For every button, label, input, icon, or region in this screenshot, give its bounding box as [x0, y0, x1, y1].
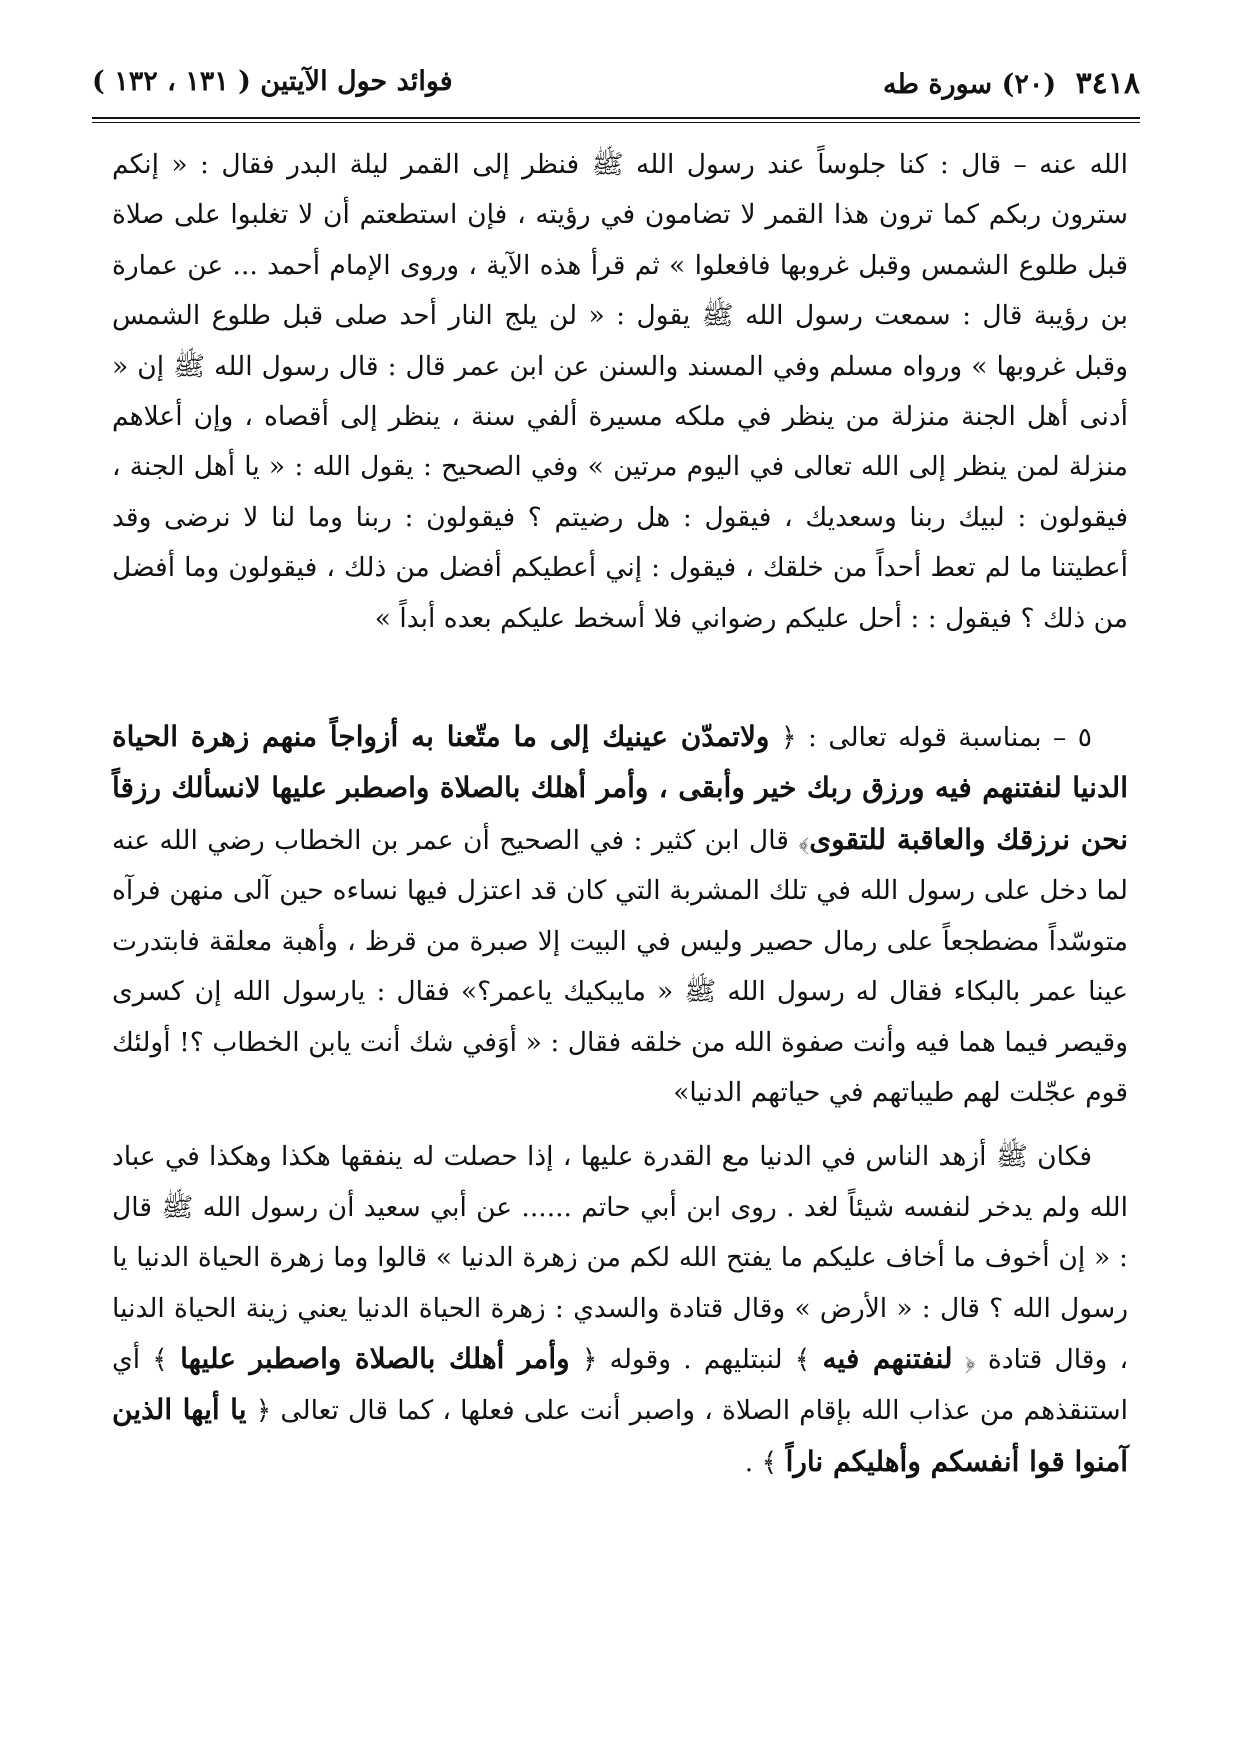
header-rule: [92, 117, 1140, 123]
quran-verse-131-132: ولاتمدّن عينيك إلى ما متّعنا به أزواجاً منهم زهرة الحياة الدنيا لنفتنهم فيه ورزق ربك خير وأبقى ، وأمر أهلك بالصلاة واصطبر عليها لانسألك رزقاً نحن نرزقك والعاقبة للتقوى: [112, 720, 1128, 856]
header-surah: (٢٠) سورة طه: [883, 69, 1057, 100]
point-5-intro: ٥ – بمناسبة قوله تعالى : ﴿: [780, 722, 1092, 754]
paragraph-zuhd: [112, 1132, 1128, 1488]
paragraph-point-5: [112, 712, 1128, 1118]
paragraph-hadith: الله عنه – قال : كنا جلوساً عند رسول الله ﷺ فنظر إلى القمر ليلة البدر فقال : « إنكم سترون ربكم كما ترون هذا القمر لا تضامون في رؤيته ، فإن استطعتم أن لا تغلبوا على صلاة قبل طلوع الشمس وقبل غروبها فافعلوا » ثم قرأ هذه الآية ، وروى الإمام أحمد ... عن عمارة بن رؤيبة قال : سمعت رسول الله ﷺ يقول : « لن يلج النار أحد صلى قبل طلوع الشمس وقبل غروبها » ورواه مسلم وفي المسند والسنن عن ابن عمر قال : قال رسول الله ﷺ إن « أدنى أهل الجنة منزلة من ينظر في ملكه مسيرة ألفي سنة ، ينظر إلى أقصاه ، وإن أعلاهم منزلة لمن ينظر إلى الله تعالى في اليوم مرتين » وفي الصحيح : يقول الله : « يا أهل الجنة ، فيقولون : لبيك ربنا وسعديك ، فيقول : هل رضيتم ؟ فيقولون : ربنا وما لنا لا نرضى وقد أعطيتنا ما لم تعط أحداً من خلقك ، فيقول : إني أعطيكم أفضل من ذلك ، فيقولون وما أفضل من ذلك ؟ فيقول : : أحل عليكم رضواني فلا أسخط عليكم بعده أبداً »: [112, 149, 1128, 634]
running-header: [92, 66, 1140, 112]
quran-quote-qu-anfusakum: يا أيها الذين آمنوا قوا أنفسكم وأهليكم ناراً: [112, 1393, 1128, 1478]
quran-quote-linaftinahum: لنفتنهم فيه: [822, 1341, 953, 1375]
point-5-commentary: ﴾ قال ابن كثير : في الصحيح أن عمر بن الخطاب رضي الله عنه لما دخل على رسول الله في تلك المشربة التي كان قد اعتزل فيها نساءه حين آلى منهن فرآه متوسّداً مضطجعاً على رمال حصير وليس في البيت إلا صبرة من قرظ ، وأهبة معلقة فابتدرت عينا عمر بالبكاء فقال له رسول الله ﷺ « مايبكيك ياعمر؟» فقال : يارسول الله إن كسرى وقيصر فيما هما فيه وأنت صفوة الله من خلقه فقال : « أوَفي شك أنت يابن الخطاب ؟! أولئك قوم عجّلت لهم طيباتهم في حياتهم الدنيا»: [112, 824, 1128, 1108]
paragraph-gap: [112, 644, 1128, 712]
header-surah-block: [883, 66, 1140, 101]
zuhd-text-4: ﴾ .: [744, 1446, 778, 1478]
header-topic: فوائد حول الآيتين ( ١٣١ ، ١٣٢ ): [92, 66, 453, 97]
page-body: [112, 140, 1128, 1488]
zuhd-text: فكان ﷺ أزهد الناس في الدنيا مع القدرة عليها ، إذا حصلت له ينفقها هكذا وهكذا في عباد الله ولم يدخر لنفسه شيئاً لغد . روى ابن أبي حاتم ...... عن أبي سعيد أن رسول الله ﷺ قال : « إن أخوف ما أخاف عليكم ما يفتح الله لكم من زهرة الدنيا » قالوا وما زهرة الحياة الدنيا يا رسول الله ؟ قال : « الأرض » وقال قتادة والسدي : زهرة الحياة الدنيا يعني زينة الحياة الدنيا ، وقال قتادة ﴿: [112, 1141, 1128, 1375]
zuhd-text-2: ﴾ لنبتليهم . وقوله ﴿: [581, 1343, 811, 1375]
quran-quote-wamur-ahlak: وأمر أهلك بالصلاة واصطبر عليها: [180, 1341, 570, 1375]
zuhd-text-3: ﴾ أي استنقذهم من عذاب الله بإقام الصلاة ، واصبر أنت على فعلها ، كما قال تعالى ﴿: [112, 1343, 1128, 1427]
paragraph-gap: [112, 1118, 1128, 1132]
page-number: ٣٤١٨: [1075, 66, 1140, 101]
